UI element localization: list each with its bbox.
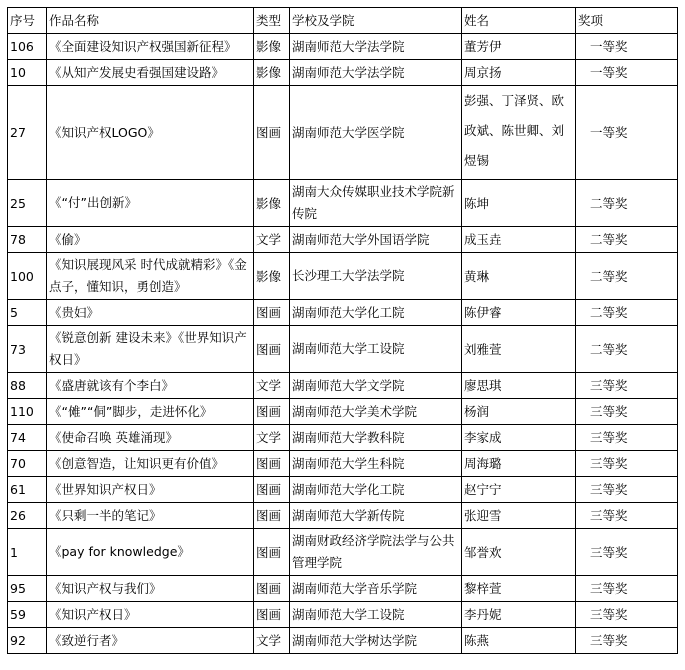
- cell-award: 二等奖: [576, 300, 678, 326]
- cell-school: 湖南师范大学法学院: [290, 60, 462, 86]
- cell-type: 影像: [254, 253, 290, 300]
- cell-award: 三等奖: [576, 628, 678, 654]
- cell-title: 《偷》: [47, 227, 254, 253]
- cell-no: 78: [8, 227, 47, 253]
- cell-no: 59: [8, 602, 47, 628]
- cell-name: 成玉垚: [462, 227, 576, 253]
- cell-name: 周京扬: [462, 60, 576, 86]
- cell-name: 周海璐: [462, 451, 576, 477]
- cell-title: 《“傩”“侗”脚步，走进怀化》: [47, 399, 254, 425]
- cell-type: 图画: [254, 602, 290, 628]
- cell-no: 73: [8, 326, 47, 373]
- table-row: [8, 628, 678, 654]
- cell-name: 李丹妮: [462, 602, 576, 628]
- cell-type: 影像: [254, 180, 290, 227]
- table-row: [8, 60, 678, 86]
- cell-title: 《知识产权与我们》: [47, 576, 254, 602]
- header-award: 奖项: [576, 8, 678, 34]
- table-row: [8, 253, 678, 300]
- cell-type: 影像: [254, 34, 290, 60]
- cell-type: 图画: [254, 503, 290, 529]
- table-row: [8, 34, 678, 60]
- cell-name: 董芳伊: [462, 34, 576, 60]
- cell-school: 湖南大众传媒职业技术学院新传院: [290, 180, 462, 227]
- cell-no: 10: [8, 60, 47, 86]
- cell-school: 湖南师范大学法学院: [290, 34, 462, 60]
- cell-award: 一等奖: [576, 86, 678, 180]
- cell-school: 湖南财政经济学院法学与公共管理学院: [290, 529, 462, 576]
- cell-award: 二等奖: [576, 180, 678, 227]
- cell-title: 《贵妇》: [47, 300, 254, 326]
- cell-school: 湖南师范大学文学院: [290, 373, 462, 399]
- cell-type: 图画: [254, 451, 290, 477]
- cell-type: 图画: [254, 576, 290, 602]
- cell-no: 70: [8, 451, 47, 477]
- cell-school: 湖南师范大学化工院: [290, 477, 462, 503]
- table-row: [8, 425, 678, 451]
- cell-award: 三等奖: [576, 399, 678, 425]
- table-row: [8, 529, 678, 576]
- table-row: [8, 399, 678, 425]
- cell-school: 湖南师范大学外国语学院: [290, 227, 462, 253]
- cell-type: 图画: [254, 477, 290, 503]
- cell-title: 《锐意创新 建设未来》《世界知识产权日》: [47, 326, 254, 373]
- cell-award: 三等奖: [576, 451, 678, 477]
- cell-school: 湖南师范大学工设院: [290, 602, 462, 628]
- cell-school: 湖南师范大学树达学院: [290, 628, 462, 654]
- cell-school: 湖南师范大学生科院: [290, 451, 462, 477]
- cell-type: 图画: [254, 86, 290, 180]
- table-row: [8, 326, 678, 373]
- cell-award: 二等奖: [576, 326, 678, 373]
- header-type: 类型: [254, 8, 290, 34]
- cell-school: 湖南师范大学教科院: [290, 425, 462, 451]
- table-row: [8, 227, 678, 253]
- table-row: [8, 451, 678, 477]
- cell-name: 张迎雪: [462, 503, 576, 529]
- cell-name: 赵宁宁: [462, 477, 576, 503]
- cell-name: 刘雅萱: [462, 326, 576, 373]
- cell-title: 《只剩一半的笔记》: [47, 503, 254, 529]
- cell-title: 《知识展现风采 时代成就精彩》《金点子，懂知识，勇创造》: [47, 253, 254, 300]
- cell-name: 邹誉欢: [462, 529, 576, 576]
- cell-type: 图画: [254, 300, 290, 326]
- cell-title: 《知识产权日》: [47, 602, 254, 628]
- header-name: 姓名: [462, 8, 576, 34]
- cell-title: 《盛唐就该有个李白》: [47, 373, 254, 399]
- cell-no: 88: [8, 373, 47, 399]
- cell-no: 110: [8, 399, 47, 425]
- cell-name: 陈伊睿: [462, 300, 576, 326]
- cell-type: 文学: [254, 425, 290, 451]
- cell-award: 三等奖: [576, 425, 678, 451]
- cell-no: 74: [8, 425, 47, 451]
- cell-school: 长沙理工大学法学院: [290, 253, 462, 300]
- cell-award: 三等奖: [576, 529, 678, 576]
- cell-award: 三等奖: [576, 503, 678, 529]
- header-no: 序号: [8, 8, 47, 34]
- cell-school: 湖南师范大学医学院: [290, 86, 462, 180]
- cell-title: 《从知产发展史看强国建设路》: [47, 60, 254, 86]
- cell-title: 《“付”出创新》: [47, 180, 254, 227]
- table-row: [8, 576, 678, 602]
- cell-name: 陈坤: [462, 180, 576, 227]
- cell-award: 二等奖: [576, 253, 678, 300]
- cell-title: 《创意智造，让知识更有价值》: [47, 451, 254, 477]
- table-row: [8, 373, 678, 399]
- cell-no: 92: [8, 628, 47, 654]
- table-row: [8, 86, 678, 180]
- cell-no: 1: [8, 529, 47, 576]
- cell-school: 湖南师范大学美术学院: [290, 399, 462, 425]
- cell-no: 100: [8, 253, 47, 300]
- cell-no: 26: [8, 503, 47, 529]
- cell-school: 湖南师范大学化工院: [290, 300, 462, 326]
- cell-no: 27: [8, 86, 47, 180]
- cell-type: 文学: [254, 373, 290, 399]
- cell-award: 三等奖: [576, 477, 678, 503]
- cell-type: 图画: [254, 529, 290, 576]
- cell-school: 湖南师范大学新传院: [290, 503, 462, 529]
- cell-name: 黄琳: [462, 253, 576, 300]
- cell-type: 图画: [254, 326, 290, 373]
- cell-school: 湖南师范大学音乐学院: [290, 576, 462, 602]
- header-row: [8, 8, 678, 34]
- table-row: [8, 300, 678, 326]
- cell-award: 二等奖: [576, 227, 678, 253]
- cell-title: 《全面建设知识产权强国新征程》: [47, 34, 254, 60]
- cell-type: 文学: [254, 227, 290, 253]
- table-row: [8, 602, 678, 628]
- cell-type: 文学: [254, 628, 290, 654]
- cell-no: 5: [8, 300, 47, 326]
- cell-name: 黎梓萱: [462, 576, 576, 602]
- cell-title: 《知识产权LOGO》: [47, 86, 254, 180]
- cell-no: 106: [8, 34, 47, 60]
- header-school: 学校及学院: [290, 8, 462, 34]
- cell-award: 一等奖: [576, 34, 678, 60]
- cell-award: 三等奖: [576, 576, 678, 602]
- cell-no: 95: [8, 576, 47, 602]
- cell-title: 《世界知识产权日》: [47, 477, 254, 503]
- cell-name: 杨润: [462, 399, 576, 425]
- cell-type: 影像: [254, 60, 290, 86]
- cell-award: 三等奖: [576, 373, 678, 399]
- cell-no: 61: [8, 477, 47, 503]
- cell-name: 李家成: [462, 425, 576, 451]
- cell-award: 三等奖: [576, 602, 678, 628]
- table-row: [8, 477, 678, 503]
- cell-type: 图画: [254, 399, 290, 425]
- cell-award: 一等奖: [576, 60, 678, 86]
- cell-title: 《使命召唤 英雄涌现》: [47, 425, 254, 451]
- cell-name: 廖思琪: [462, 373, 576, 399]
- cell-title: 《致逆行者》: [47, 628, 254, 654]
- cell-name: 陈燕: [462, 628, 576, 654]
- cell-title: 《pay for knowledge》: [47, 529, 254, 576]
- table-row: [8, 180, 678, 227]
- table-row: [8, 503, 678, 529]
- cell-name: 彭强、丁泽贤、欧政斌、陈世卿、刘煜锡: [462, 86, 576, 180]
- awards-table: [7, 7, 678, 654]
- cell-school: 湖南师范大学工设院: [290, 326, 462, 373]
- header-title: 作品名称: [47, 8, 254, 34]
- cell-no: 25: [8, 180, 47, 227]
